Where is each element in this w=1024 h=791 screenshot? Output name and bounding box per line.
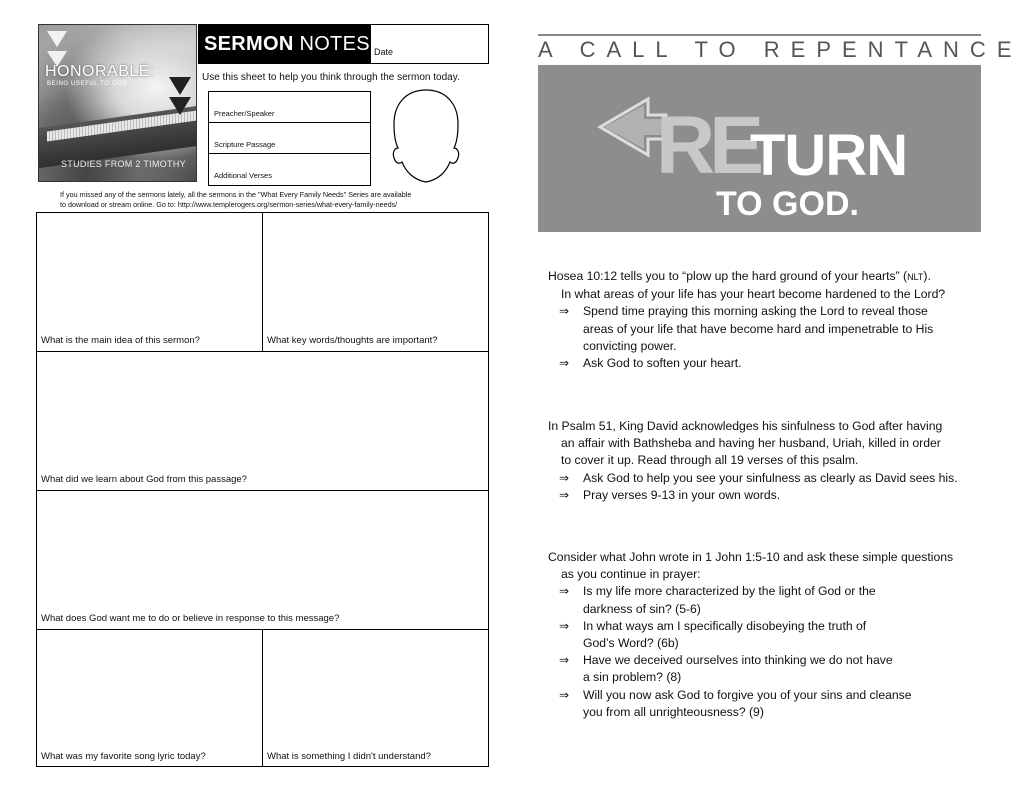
return-to-god-banner	[538, 65, 981, 232]
john-line: as you continue in prayer:	[561, 567, 701, 582]
psalm-line: to cover it up. Read through all 19 verses of this psalm.	[561, 453, 859, 468]
key-words-prompt: What key words/thoughts are important?	[267, 335, 438, 346]
list-item	[548, 652, 953, 686]
list-item	[548, 618, 953, 652]
psalm-line: an affair with Bathsheba and having her husband, Uriah, killed in order	[561, 436, 941, 451]
bullet-line: a sin problem? (8)	[583, 670, 682, 685]
call-to-repentance-title: A CALL TO REPENTANCE	[538, 34, 981, 64]
title-bold: SERMON	[204, 33, 294, 55]
hosea-section	[548, 268, 945, 372]
bullet-line: Spend time praying this morning asking the Lord to reveal those	[583, 304, 928, 319]
missed-note-line: If you missed any of the sermons lately, all the sermons in the "What Every Family Needs" Series are available	[60, 190, 412, 199]
series-studies-label: STUDIES FROM 2 TIMOTHY	[61, 159, 186, 169]
hosea-lead	[548, 268, 945, 286]
banner-re: RE	[656, 100, 758, 191]
missed-note-link[interactable]: to download or stream online. Go to: http://www.templerogers.org/sermon-series/what-every-family-needs/	[60, 200, 398, 209]
missed-sermons-note	[60, 190, 480, 210]
song-lyric-box[interactable]	[37, 630, 263, 767]
double-arrow-icon: ⇒	[559, 304, 570, 319]
instructions-text: Use this sheet to help you think through the sermon today.	[202, 72, 460, 83]
bullet-line: Will you now ask God to forgive you of your sins and cleanse	[583, 687, 912, 702]
series-subtitle: BEING USEFUL TO GOD	[47, 81, 128, 87]
didnt-understand-box[interactable]	[263, 630, 489, 767]
triangle-icon	[47, 31, 67, 47]
bullet-line: Pray verses 9-13 in your own words.	[583, 487, 781, 502]
bullet-line: In what ways am I specifically disobeying the truth of	[583, 618, 867, 633]
hosea-lead-a: Hosea 10:12 tells you to “plow up the hard ground of your hearts” (	[548, 269, 908, 283]
double-arrow-icon: ⇒	[559, 584, 570, 599]
scripture-label: Scripture Passage	[214, 140, 276, 149]
double-arrow-icon: ⇒	[559, 687, 570, 702]
key-words-box[interactable]	[263, 213, 489, 352]
banner-text-layer	[538, 65, 981, 232]
song-lyric-prompt: What was my favorite song lyric today?	[41, 751, 206, 762]
banner-to-god: TO GOD.	[716, 185, 859, 223]
title-rest: NOTES	[293, 33, 370, 55]
main-idea-box[interactable]	[37, 213, 263, 352]
response-box[interactable]	[37, 491, 489, 630]
list-item	[548, 470, 958, 487]
hosea-lead-b: ).	[923, 269, 931, 283]
notes-grid	[36, 212, 489, 767]
sermon-info-table	[208, 91, 371, 186]
series-title: HONORABLE:	[45, 63, 155, 80]
banner-turn: TURN	[750, 123, 908, 188]
list-item	[548, 355, 945, 372]
double-arrow-icon: ⇒	[559, 470, 570, 485]
list-item	[548, 487, 958, 504]
hosea-question: In what areas of your life has your heart become hardened to the Lord?	[561, 287, 946, 302]
bullet-line: areas of your life that have become hard and impenetrable to His	[583, 321, 934, 336]
bullet-line: Ask God to soften your heart.	[583, 356, 742, 371]
additional-verses-label: Additional Verses	[214, 171, 272, 180]
double-arrow-icon: ⇒	[559, 653, 570, 668]
john-line: Consider what John wrote in 1 John 1:5-10 and ask these simple questions	[548, 550, 954, 564]
bullet-line: you from all unrighteousness? (9)	[583, 704, 764, 719]
didnt-understand-prompt: What is something I didn't understand?	[267, 751, 431, 762]
list-item	[548, 583, 953, 617]
date-field[interactable]	[370, 24, 489, 64]
double-arrow-icon: ⇒	[559, 618, 570, 633]
preacher-label: Preacher/Speaker	[214, 109, 275, 118]
date-label: Date	[374, 47, 394, 57]
learn-about-god-box[interactable]	[37, 352, 489, 491]
john-section	[548, 549, 953, 721]
bullet-line: God’s Word? (6b)	[583, 636, 679, 651]
double-arrow-icon: ⇒	[559, 487, 570, 502]
triangle-icon	[169, 97, 191, 115]
learn-about-god-prompt: What did we learn about God from this passage?	[41, 474, 247, 485]
scripture-field[interactable]	[209, 123, 370, 154]
psalm-line: In Psalm 51, King David acknowledges his sinfulness to God after having	[548, 419, 943, 433]
bullet-line: convicting power.	[583, 338, 677, 353]
list-item	[548, 687, 953, 721]
response-prompt: What does God want me to do or believe in response to this message?	[41, 613, 340, 624]
preacher-field[interactable]	[209, 92, 370, 123]
psalm-section	[548, 418, 958, 504]
main-idea-prompt: What is the main idea of this sermon?	[41, 335, 200, 346]
list-item	[548, 303, 945, 355]
sermon-notes-title	[198, 24, 370, 64]
additional-verses-field[interactable]	[209, 154, 370, 185]
triangle-icon	[169, 77, 191, 95]
head-outline-icon	[386, 86, 466, 186]
bullet-line: Have we deceived ourselves into thinking we do not have	[583, 653, 893, 668]
series-artwork	[38, 24, 197, 182]
bullet-line: Ask God to help you see your sinfulness as clearly as David sees his.	[583, 470, 958, 485]
nlt-abbrev: NLT	[907, 272, 924, 282]
bullet-line: darkness of sin? (5-6)	[583, 601, 701, 616]
double-arrow-icon: ⇒	[559, 356, 570, 371]
bullet-line: Is my life more characterized by the light of God or the	[583, 584, 876, 599]
